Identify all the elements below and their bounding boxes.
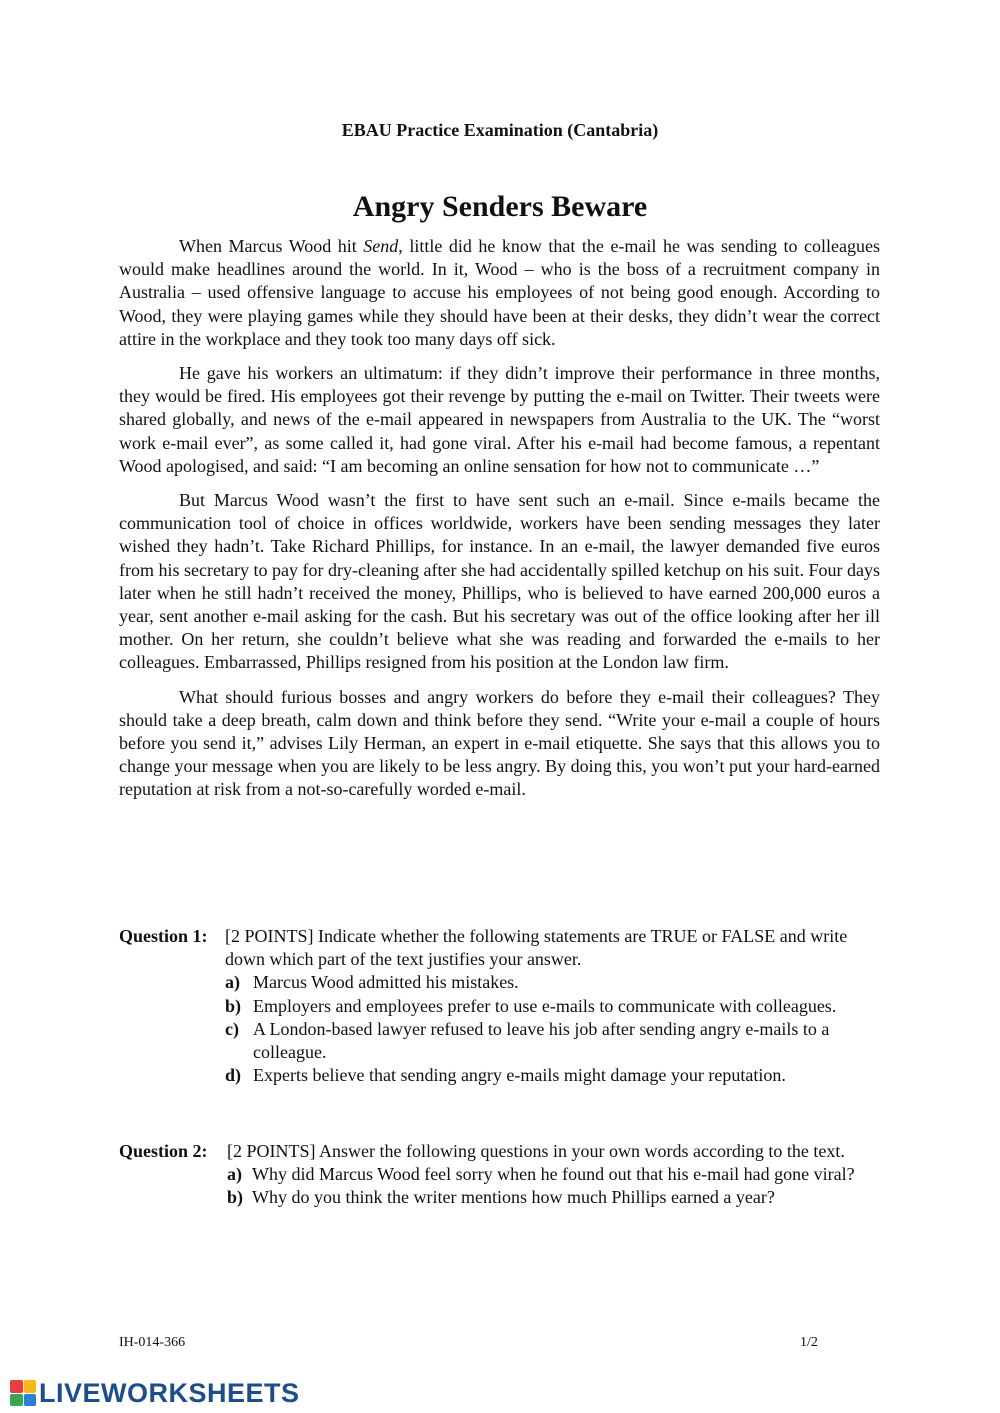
p1-start: When Marcus Wood hit: [179, 236, 364, 256]
item-text: Experts believe that sending angry e-mails might damage your reputation.: [253, 1065, 786, 1086]
question-2-label: Question 2:: [119, 1141, 208, 1161]
list-item: [227, 1186, 880, 1209]
question-1-label: Question 1:: [119, 926, 208, 946]
list-item: [227, 1163, 880, 1186]
logo-square-yellow: [24, 1380, 37, 1393]
logo-square-blue: [24, 1394, 37, 1407]
list-item: [225, 1018, 880, 1064]
item-text: Why did Marcus Wood feel sorry when he found out that his e-mail had gone viral?: [252, 1164, 855, 1185]
article-title: Angry Senders Beware: [352, 190, 648, 223]
item-letter: a): [225, 972, 240, 993]
exam-header: EBAU Practice Examination (Cantabria): [341, 120, 659, 140]
question-1-items: [225, 971, 880, 1087]
article-paragraph-1: [119, 235, 880, 351]
liveworksheets-logo-icon: [10, 1380, 36, 1406]
article-body: [119, 235, 880, 813]
item-letter: d): [225, 1065, 242, 1086]
question-1: [119, 925, 880, 1087]
list-item: [225, 1064, 880, 1087]
page-number: 1/2: [800, 1335, 818, 1350]
question-1-prompt: [2 POINTS] Indicate whether the following statements are TRUE or FALSE and write down which part of the text justifies your answer.: [225, 926, 848, 970]
item-letter: a): [227, 1164, 242, 1185]
question-2-items: [227, 1163, 880, 1209]
logo-square-green: [10, 1394, 23, 1407]
list-item: [225, 995, 880, 1018]
article-paragraph-2: He gave his workers an ultimatum: if they didn’t improve their performance in three months, they would be fired. His employees got their revenge by putting the e-mail on Twitter. Their tweets were shared globally, and news of the e-mail appeared in newspapers from Australia to the UK. The “worst work e-mail ever”, as some called it, had gone viral. After his e-mail had become famous, a repentant Wood apologised, and said: “I am becoming an online sensation for how not to communicate …”: [119, 363, 880, 476]
list-item: [225, 971, 880, 994]
item-letter: b): [225, 995, 242, 1016]
question-2-prompt: [2 POINTS] Answer the following questions in your own words according to the text.: [227, 1141, 845, 1161]
logo-square-red: [10, 1380, 23, 1393]
article-paragraph-3: But Marcus Wood wasn’t the first to have sent such an e-mail. Since e-mails became the communication tool of choice in offices worldwide, workers have been sending messages they later wished they hadn’t. Take Richard Phillips, for instance. In an e-mail, the lawyer demanded five euros from his secretary to pay for dry-cleaning after she had accidentally spilled ketchup on his suit. Four days later when he still hadn’t received the money, Phillips, who is believed to have earned 200,000 euros a year, sent another e-mail asking for the cash. But his secretary was out of the office looking after her ill mother. On her return, she couldn’t believe what she was reading and forwarded the e-mails to her colleagues. Embarrassed, Phillips resigned from his position at the London law firm.: [119, 490, 880, 673]
item-text: A London-based lawyer refused to leave his job after sending angry e-mails to a colleague.: [253, 1018, 830, 1063]
send-word: Send: [363, 236, 399, 256]
p1-end: , little did he know that the e-mail he was sending to colleagues would make headlines around the world. In it, Wood – who is the boss of a recruitment company in Australia – used offensive language to accuse his employees of not being good enough. According to Wood, they were playing games while they should have been at their desks, they didn’t wear the correct attire in the workplace and they took too many days off sick.: [119, 236, 880, 349]
liveworksheets-logo[interactable]: [10, 1377, 300, 1408]
brand-name: LIVEWORKSHEETS: [39, 1377, 300, 1408]
item-text: Why do you think the writer mentions how much Phillips earned a year?: [252, 1187, 775, 1208]
question-2: [119, 1140, 880, 1210]
item-letter: b): [227, 1187, 244, 1208]
item-text: Marcus Wood admitted his mistakes.: [253, 972, 519, 993]
document-code: IH-014-366: [119, 1335, 186, 1350]
article-paragraph-4: What should furious bosses and angry workers do before they e-mail their colleagues? They should take a deep breath, calm down and think before they send. “Write your e-mail a couple of hours before you send it,” advises Lily Herman, an expert in e-mail etiquette. She says that this allows you to change your message when you are likely to be less angry. By doing this, you won’t put your hard-earned reputation at risk from a not-so-carefully worded e-mail.: [119, 686, 880, 800]
item-text: Employers and employees prefer to use e-mails to communicate with colleagues.: [253, 995, 837, 1016]
item-letter: c): [225, 1018, 239, 1039]
